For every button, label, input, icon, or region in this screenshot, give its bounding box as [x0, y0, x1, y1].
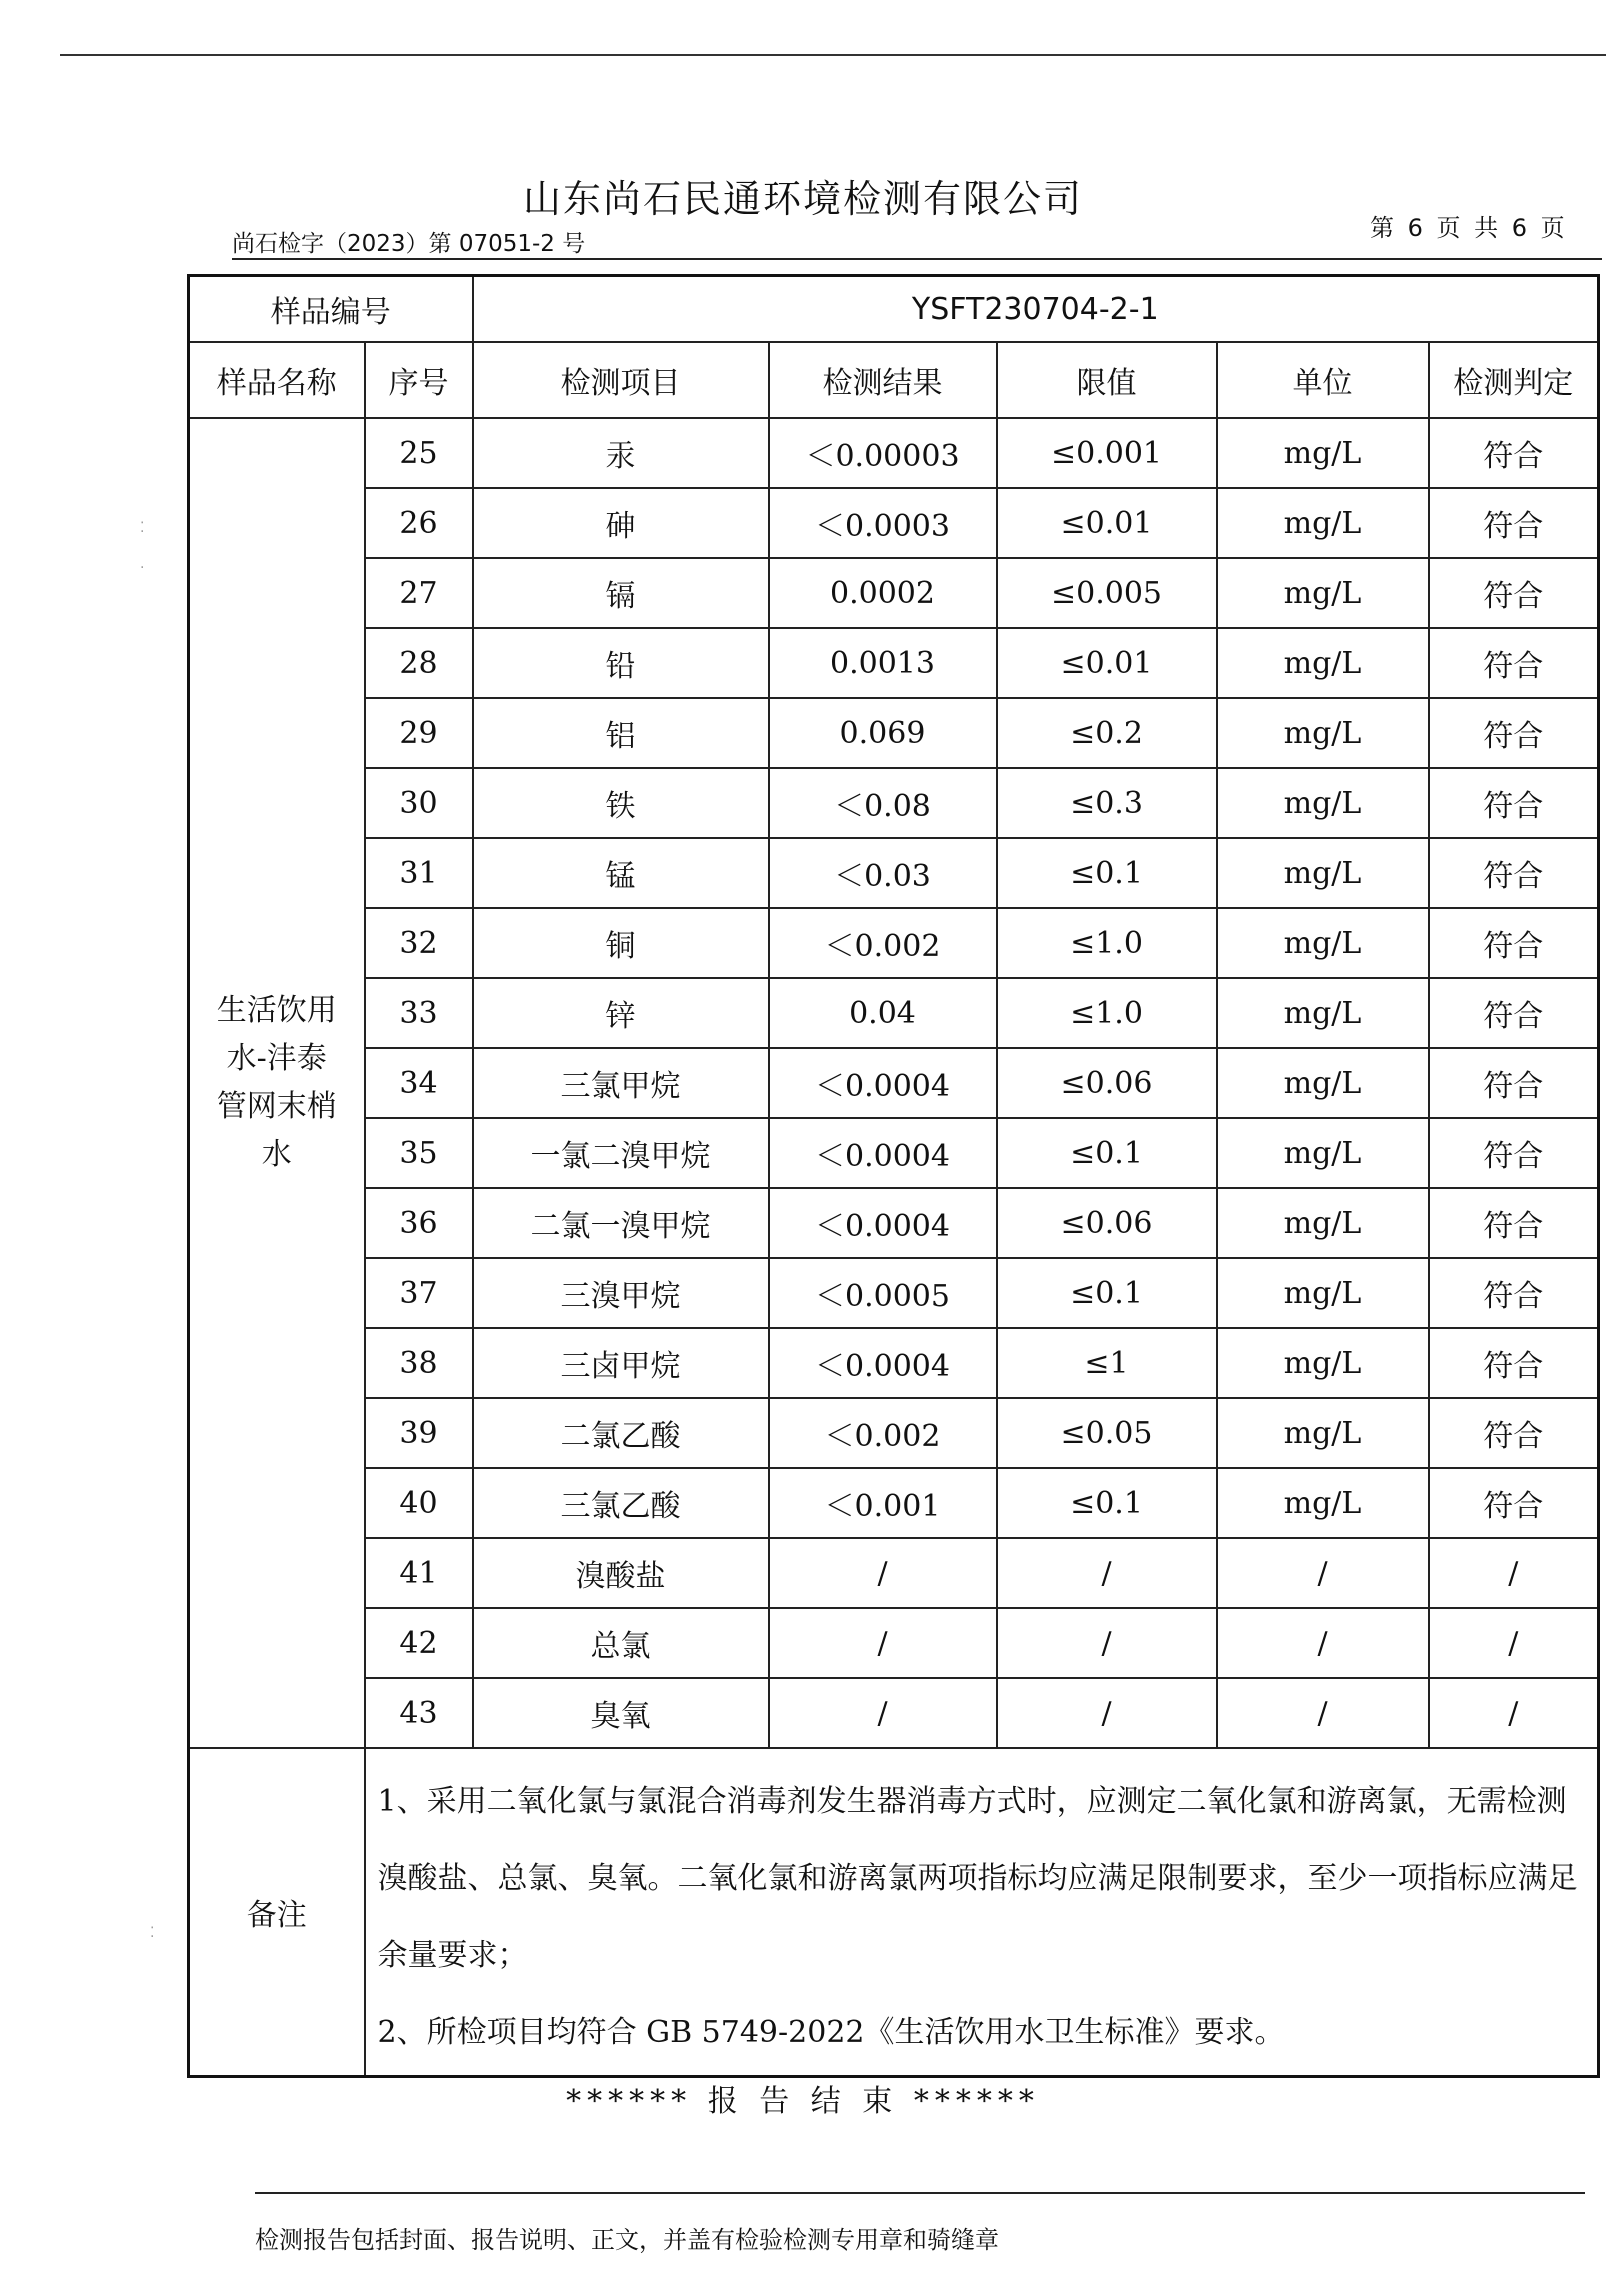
footer-rule [255, 2192, 1585, 2194]
report-end-mark: ****** 报 告 结 束 ****** [566, 2084, 1040, 2119]
top-rule [60, 54, 1606, 56]
judgment-cell: 符合 [1429, 978, 1599, 1048]
result-cell: ＜0.002 [769, 908, 997, 978]
header-rule [232, 258, 1602, 260]
result-cell: ＜0.001 [769, 1468, 997, 1538]
judgment-cell: 符合 [1429, 1258, 1599, 1328]
seq-cell: 25 [365, 418, 473, 488]
seq-cell: 41 [365, 1538, 473, 1608]
limit-cell: ≤1 [997, 1328, 1217, 1398]
remark-item: 1、采用二氧化氯与氯混合消毒剂发生器消毒方式时，应测定二氧化氯和游离氯，无需检测溴酸盐、总氯、臭氧。二氧化氯和游离氯两项指标均应满足限制要求，至少一项指标应满足余量要求； [377, 1784, 1578, 1973]
unit-cell: mg/L [1217, 488, 1429, 558]
seq-cell: 26 [365, 488, 473, 558]
sample-id-label: 样品编号 [189, 276, 473, 343]
result-cell: 0.0013 [769, 628, 997, 698]
judgment-cell: / [1429, 1608, 1599, 1678]
table-row [189, 488, 1599, 558]
sample-name-cell: 生活饮用 水-沣泰 管网末梢 水 [189, 418, 365, 1748]
limit-cell: ≤0.1 [997, 838, 1217, 908]
judgment-cell: 符合 [1429, 418, 1599, 488]
unit-cell: mg/L [1217, 1398, 1429, 1468]
seq-cell: 43 [365, 1678, 473, 1748]
result-cell: ＜0.0004 [769, 1118, 997, 1188]
seq-cell: 39 [365, 1398, 473, 1468]
header-judgment: 检测判定 [1429, 342, 1599, 418]
judgment-cell: 符合 [1429, 768, 1599, 838]
seq-cell: 37 [365, 1258, 473, 1328]
limit-cell: ≤0.01 [997, 488, 1217, 558]
unit-cell: / [1217, 1538, 1429, 1608]
item-cell: 铜 [473, 908, 769, 978]
table-row [189, 1678, 1599, 1748]
result-cell: ＜0.0004 [769, 1328, 997, 1398]
item-cell: 三卤甲烷 [473, 1328, 769, 1398]
unit-cell: mg/L [1217, 768, 1429, 838]
margin-speck: · [140, 560, 145, 576]
table-row [189, 1118, 1599, 1188]
seq-cell: 34 [365, 1048, 473, 1118]
item-cell: 三氯乙酸 [473, 1468, 769, 1538]
item-cell: 铁 [473, 768, 769, 838]
table-row [189, 1048, 1599, 1118]
judgment-cell: 符合 [1429, 1118, 1599, 1188]
result-cell: / [769, 1608, 997, 1678]
judgment-cell: 符合 [1429, 558, 1599, 628]
unit-cell: / [1217, 1608, 1429, 1678]
judgment-cell: 符合 [1429, 1048, 1599, 1118]
table-row [189, 838, 1599, 908]
judgment-cell: 符合 [1429, 628, 1599, 698]
item-cell: 三氯甲烷 [473, 1048, 769, 1118]
result-cell: ＜0.0004 [769, 1188, 997, 1258]
result-cell: ＜0.0004 [769, 1048, 997, 1118]
header-result: 检测结果 [769, 342, 997, 418]
seq-cell: 40 [365, 1468, 473, 1538]
unit-cell: mg/L [1217, 558, 1429, 628]
item-cell: 汞 [473, 418, 769, 488]
seq-cell: 35 [365, 1118, 473, 1188]
table-row [189, 1328, 1599, 1398]
result-cell: ＜0.002 [769, 1398, 997, 1468]
item-cell: 锰 [473, 838, 769, 908]
header-item: 检测项目 [473, 342, 769, 418]
unit-cell: mg/L [1217, 978, 1429, 1048]
unit-cell: mg/L [1217, 698, 1429, 768]
result-cell: ＜0.08 [769, 768, 997, 838]
judgment-cell: 符合 [1429, 838, 1599, 908]
footer-note: 检测报告包括封面、报告说明、正文，并盖有检验检测专用章和骑缝章 [255, 2226, 999, 2254]
margin-speck: ⁚ [140, 520, 145, 536]
unit-cell: mg/L [1217, 628, 1429, 698]
seq-cell: 33 [365, 978, 473, 1048]
result-cell: ＜0.00003 [769, 418, 997, 488]
seq-cell: 38 [365, 1328, 473, 1398]
limit-cell: ≤0.001 [997, 418, 1217, 488]
limit-cell: ≤0.05 [997, 1398, 1217, 1468]
item-cell: 溴酸盐 [473, 1538, 769, 1608]
item-cell: 三溴甲烷 [473, 1258, 769, 1328]
table-row [189, 908, 1599, 978]
table-row [189, 628, 1599, 698]
judgment-cell: 符合 [1429, 908, 1599, 978]
limit-cell: ≤0.06 [997, 1048, 1217, 1118]
result-cell: 0.069 [769, 698, 997, 768]
margin-speck: ⁚ [150, 1925, 155, 1941]
table-row [189, 418, 1599, 488]
result-cell: ＜0.0003 [769, 488, 997, 558]
seq-cell: 27 [365, 558, 473, 628]
unit-cell: mg/L [1217, 1258, 1429, 1328]
result-cell: ＜0.03 [769, 838, 997, 908]
remarks-content [365, 1748, 1599, 2077]
limit-cell: ≤0.2 [997, 698, 1217, 768]
result-cell: / [769, 1678, 997, 1748]
table-row [189, 1188, 1599, 1258]
unit-cell: mg/L [1217, 1118, 1429, 1188]
unit-cell: mg/L [1217, 1048, 1429, 1118]
header-sample-name: 样品名称 [189, 342, 365, 418]
judgment-cell: 符合 [1429, 698, 1599, 768]
result-cell: ＜0.0005 [769, 1258, 997, 1328]
limit-cell: ≤0.06 [997, 1188, 1217, 1258]
seq-cell: 36 [365, 1188, 473, 1258]
limit-cell: ≤0.1 [997, 1258, 1217, 1328]
limit-cell: / [997, 1538, 1217, 1608]
limit-cell: ≤1.0 [997, 978, 1217, 1048]
header-unit: 单位 [1217, 342, 1429, 418]
limit-cell: ≤0.01 [997, 628, 1217, 698]
remarks-row [189, 1748, 1599, 2077]
item-cell: 总氯 [473, 1608, 769, 1678]
table-row [189, 1538, 1599, 1608]
table-row [189, 698, 1599, 768]
item-cell: 臭氧 [473, 1678, 769, 1748]
seq-cell: 29 [365, 698, 473, 768]
item-cell: 锌 [473, 978, 769, 1048]
unit-cell: / [1217, 1678, 1429, 1748]
unit-cell: mg/L [1217, 1468, 1429, 1538]
remarks-label: 备注 [189, 1748, 365, 2077]
seq-cell: 28 [365, 628, 473, 698]
limit-cell: ≤1.0 [997, 908, 1217, 978]
table-row [189, 978, 1599, 1048]
item-cell: 镉 [473, 558, 769, 628]
unit-cell: mg/L [1217, 1328, 1429, 1398]
sample-id: YSFT230704-2-1 [473, 276, 1599, 343]
header-limit: 限值 [997, 342, 1217, 418]
item-cell: 一氯二溴甲烷 [473, 1118, 769, 1188]
limit-cell: ≤0.1 [997, 1468, 1217, 1538]
limit-cell: / [997, 1678, 1217, 1748]
company-name: 山东尚石民通环境检测有限公司 [522, 177, 1083, 221]
judgment-cell: / [1429, 1678, 1599, 1748]
remark-item: 2、所检项目均符合 GB 5749-2022《生活饮用水卫生标准》要求。 [377, 2015, 1285, 2050]
page-number: 第 6 页 共 6 页 [1370, 214, 1568, 242]
table-row [189, 1468, 1599, 1538]
item-cell: 砷 [473, 488, 769, 558]
result-cell: / [769, 1538, 997, 1608]
judgment-cell: 符合 [1429, 1328, 1599, 1398]
limit-cell: ≤0.3 [997, 768, 1217, 838]
seq-cell: 30 [365, 768, 473, 838]
item-cell: 铅 [473, 628, 769, 698]
table-row [189, 1398, 1599, 1468]
header-seq: 序号 [365, 342, 473, 418]
limit-cell: ≤0.1 [997, 1118, 1217, 1188]
unit-cell: mg/L [1217, 418, 1429, 488]
seq-cell: 32 [365, 908, 473, 978]
table-row [189, 558, 1599, 628]
unit-cell: mg/L [1217, 1188, 1429, 1258]
table-row [189, 1608, 1599, 1678]
seq-cell: 31 [365, 838, 473, 908]
judgment-cell: 符合 [1429, 1188, 1599, 1258]
unit-cell: mg/L [1217, 908, 1429, 978]
limit-cell: / [997, 1608, 1217, 1678]
judgment-cell: / [1429, 1538, 1599, 1608]
item-cell: 二氯一溴甲烷 [473, 1188, 769, 1258]
table-row [189, 768, 1599, 838]
judgment-cell: 符合 [1429, 1398, 1599, 1468]
result-cell: 0.04 [769, 978, 997, 1048]
result-cell: 0.0002 [769, 558, 997, 628]
table-row [189, 1258, 1599, 1328]
unit-cell: mg/L [1217, 838, 1429, 908]
limit-cell: ≤0.005 [997, 558, 1217, 628]
judgment-cell: 符合 [1429, 1468, 1599, 1538]
report-number: 尚石检字（2023）第 07051-2 号 [232, 231, 586, 257]
judgment-cell: 符合 [1429, 488, 1599, 558]
results-table [187, 274, 1600, 2078]
seq-cell: 42 [365, 1608, 473, 1678]
item-cell: 铝 [473, 698, 769, 768]
item-cell: 二氯乙酸 [473, 1398, 769, 1468]
